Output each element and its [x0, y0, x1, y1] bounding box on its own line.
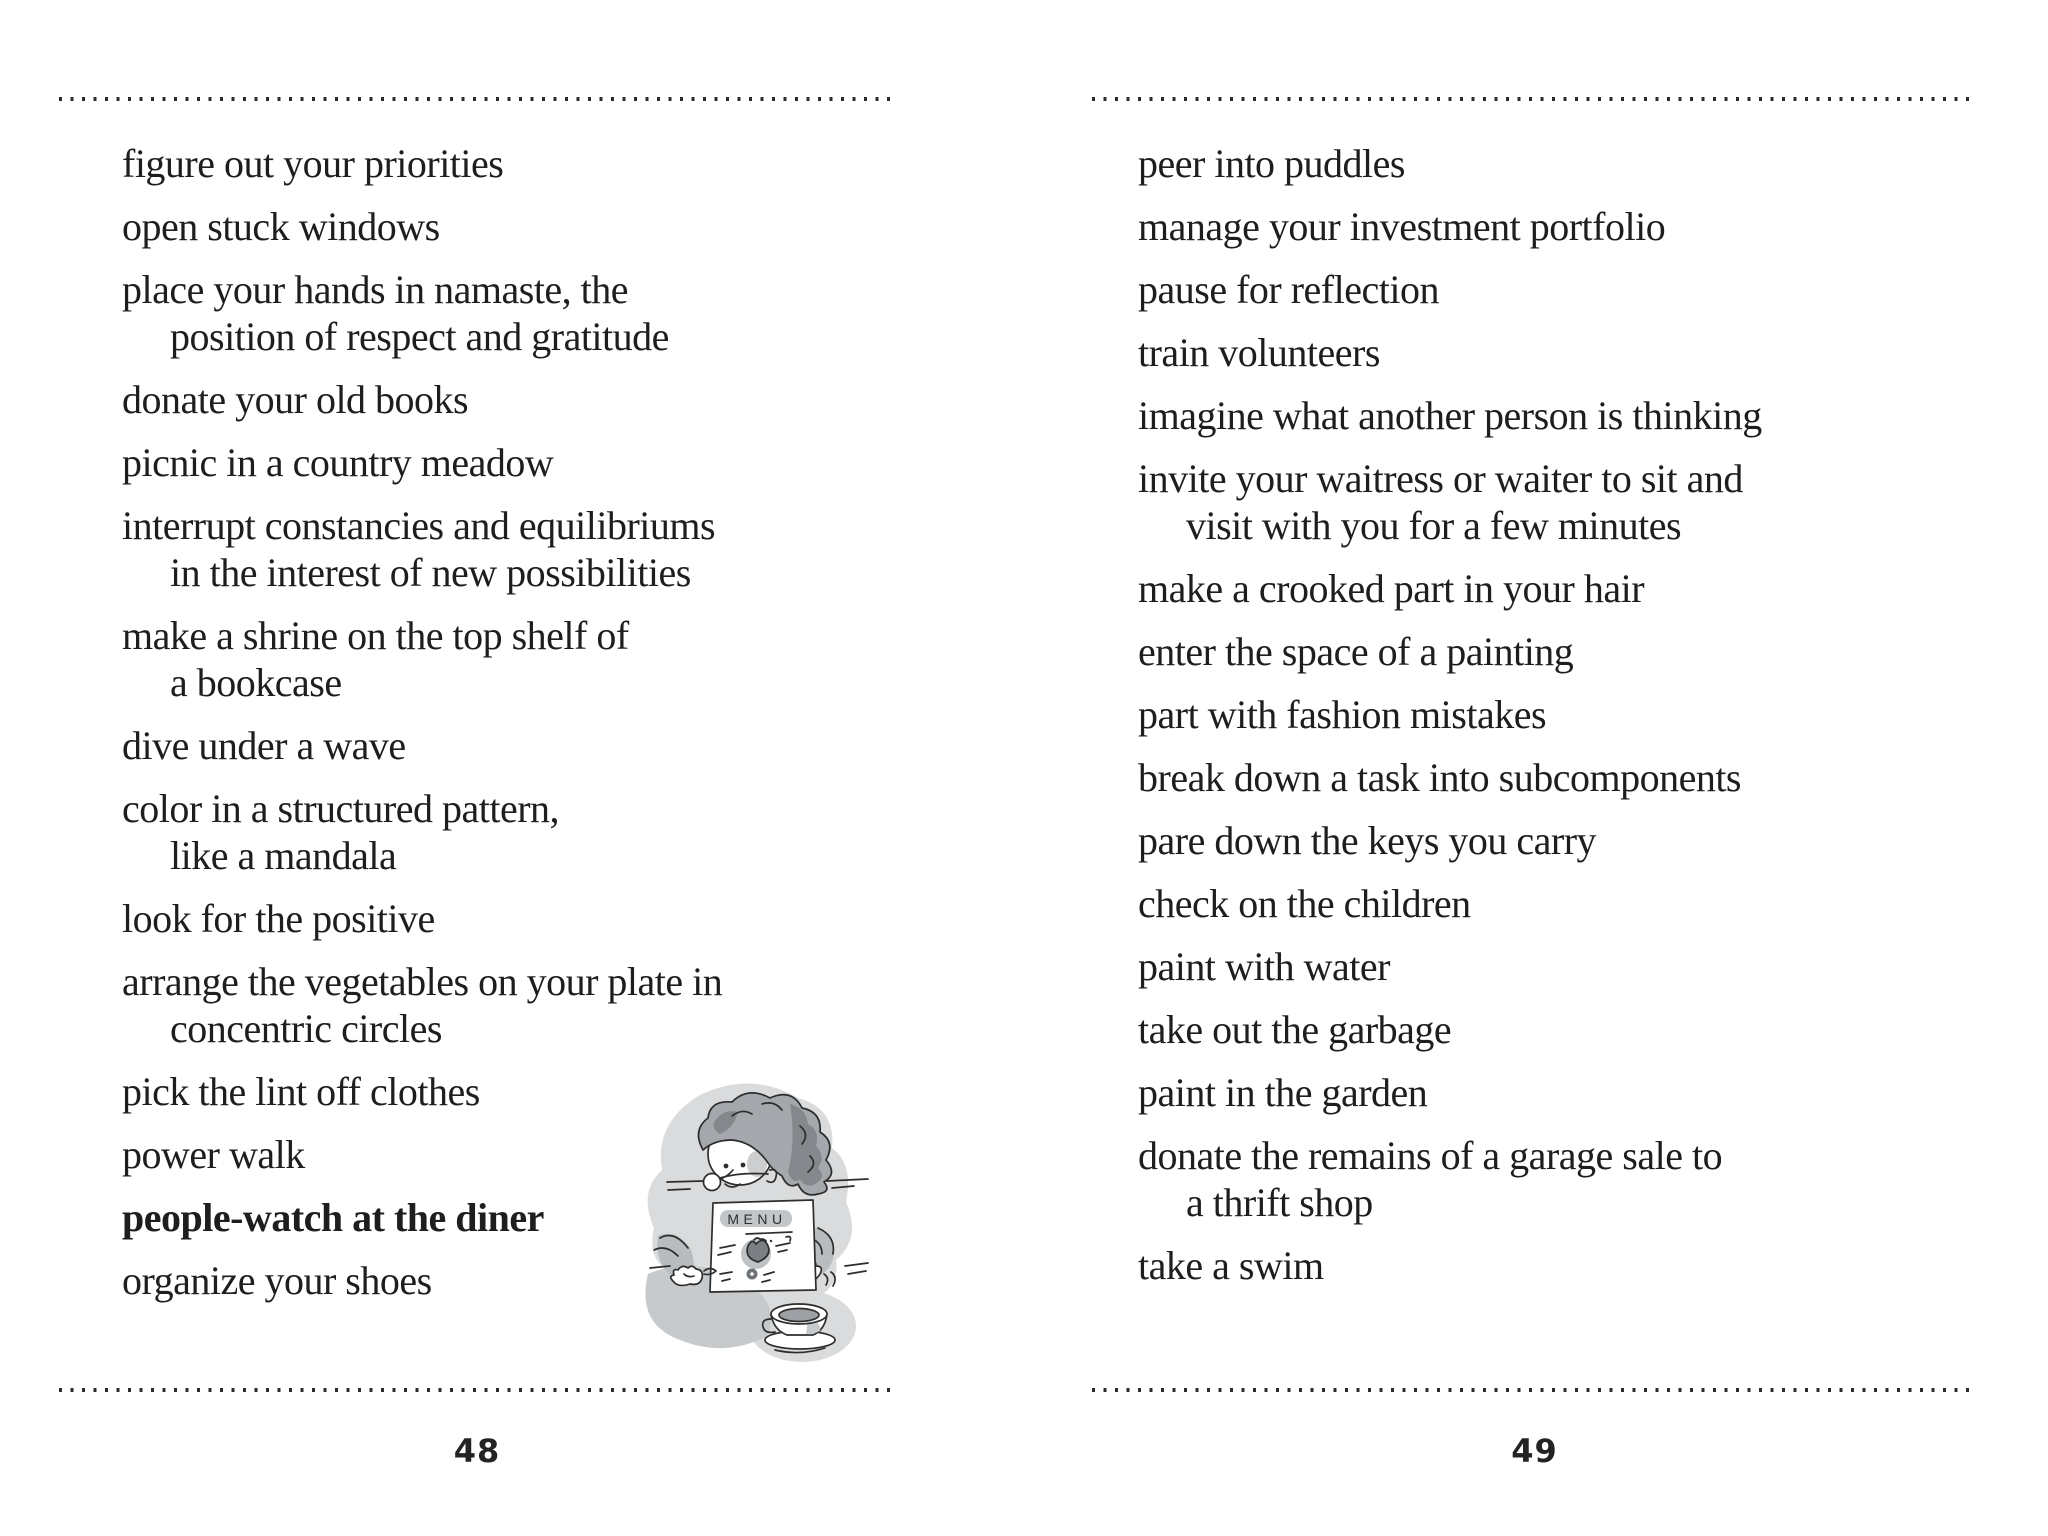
diner-reader-illustration [640, 1078, 870, 1378]
list-item [1138, 203, 1977, 250]
list-item-line: peer into puddles [1138, 141, 1405, 186]
activity-list [1138, 140, 1977, 1305]
list-item-line: enter the space of a painting [1138, 629, 1574, 674]
list-item-line: look for the positive [122, 896, 435, 941]
list-item-line: pare down the keys you carry [1138, 818, 1597, 863]
list-item-line: train volunteers [1138, 330, 1380, 375]
page-left [59, 0, 895, 1536]
glasses-lens [704, 1174, 721, 1191]
list-item-line: pick the lint off clothes [122, 1069, 480, 1114]
list-item-line: like a mandala [170, 833, 397, 878]
list-item [122, 439, 895, 486]
list-item-line: concentric circles [170, 1006, 442, 1051]
menu-label: MENU [727, 1211, 787, 1227]
dotted-rule [59, 97, 895, 101]
list-item-line: donate the remains of a garage sale to [1138, 1133, 1723, 1178]
list-item-line: break down a task into subcomponents [1138, 755, 1741, 800]
list-item [122, 502, 895, 596]
list-item [1138, 754, 1977, 801]
list-item-line: a thrift shop [1186, 1180, 1373, 1225]
list-item-line: check on the children [1138, 881, 1471, 926]
list-item-line: part with fashion mistakes [1138, 692, 1547, 737]
page-right [1092, 0, 1977, 1536]
page-number: 49 [1511, 1432, 1558, 1470]
list-item [1138, 1242, 1977, 1289]
list-item-line: make a crooked part in your hair [1138, 566, 1645, 611]
list-item-line: dive under a wave [122, 723, 406, 768]
dotted-rule [1092, 97, 1977, 101]
list-item [122, 958, 895, 1052]
list-item [122, 612, 895, 706]
list-item-line: interrupt constancies and equilibriums [122, 503, 716, 548]
list-item [122, 895, 895, 942]
list-item [1138, 140, 1977, 187]
list-item-line: color in a structured pattern, [122, 786, 560, 831]
list-item-line: figure out your priorities [122, 141, 504, 186]
list-item [122, 203, 895, 250]
list-item-line: take out the garbage [1138, 1007, 1452, 1052]
list-item-line: a bookcase [170, 660, 342, 705]
list-item [1138, 329, 1977, 376]
eye-right [741, 1163, 746, 1168]
list-item-line: paint with water [1138, 944, 1390, 989]
list-item-line: paint in the garden [1138, 1070, 1428, 1115]
list-item-line: arrange the vegetables on your plate in [122, 959, 723, 1004]
list-item-line: open stuck windows [122, 204, 440, 249]
list-item-line: visit with you for a few minutes [1186, 503, 1682, 548]
list-item-line: imagine what another person is thinking [1138, 393, 1762, 438]
list-item [122, 722, 895, 769]
list-item [122, 376, 895, 423]
list-item-line: invite your waitress or waiter to sit and [1138, 456, 1743, 501]
list-item [1138, 880, 1977, 927]
list-item-line: power walk [122, 1132, 305, 1177]
list-item-line: in the interest of new possibilities [170, 550, 691, 595]
dotted-rule [59, 1388, 895, 1392]
list-item-line: pause for reflection [1138, 267, 1439, 312]
eye-left [724, 1164, 729, 1169]
list-item [1138, 1069, 1977, 1116]
list-item [1138, 943, 1977, 990]
list-item-line: organize your shoes [122, 1258, 432, 1303]
list-item [1138, 392, 1977, 439]
list-item-line: picnic in a country meadow [122, 440, 554, 485]
list-item [1138, 628, 1977, 675]
list-item [1138, 455, 1977, 549]
list-item-line: people-watch at the diner [122, 1195, 544, 1240]
list-item [122, 785, 895, 879]
list-item [1138, 266, 1977, 313]
list-item [1138, 691, 1977, 738]
page-number: 48 [453, 1432, 501, 1470]
list-item-line: position of respect and gratitude [170, 314, 669, 359]
list-item [122, 266, 895, 360]
list-item [122, 140, 895, 187]
list-item [1138, 1132, 1977, 1226]
list-item [1138, 565, 1977, 612]
list-item-line: donate your old books [122, 377, 469, 422]
list-item-line: make a shrine on the top shelf of [122, 613, 629, 658]
list-item-line: place your hands in namaste, the [122, 267, 629, 312]
list-item-line: take a swim [1138, 1243, 1324, 1288]
menu-card [704, 1200, 816, 1292]
list-item [1138, 817, 1977, 864]
list-item [1138, 1006, 1977, 1053]
list-item-line: manage your investment portfolio [1138, 204, 1666, 249]
dotted-rule [1092, 1388, 1977, 1392]
